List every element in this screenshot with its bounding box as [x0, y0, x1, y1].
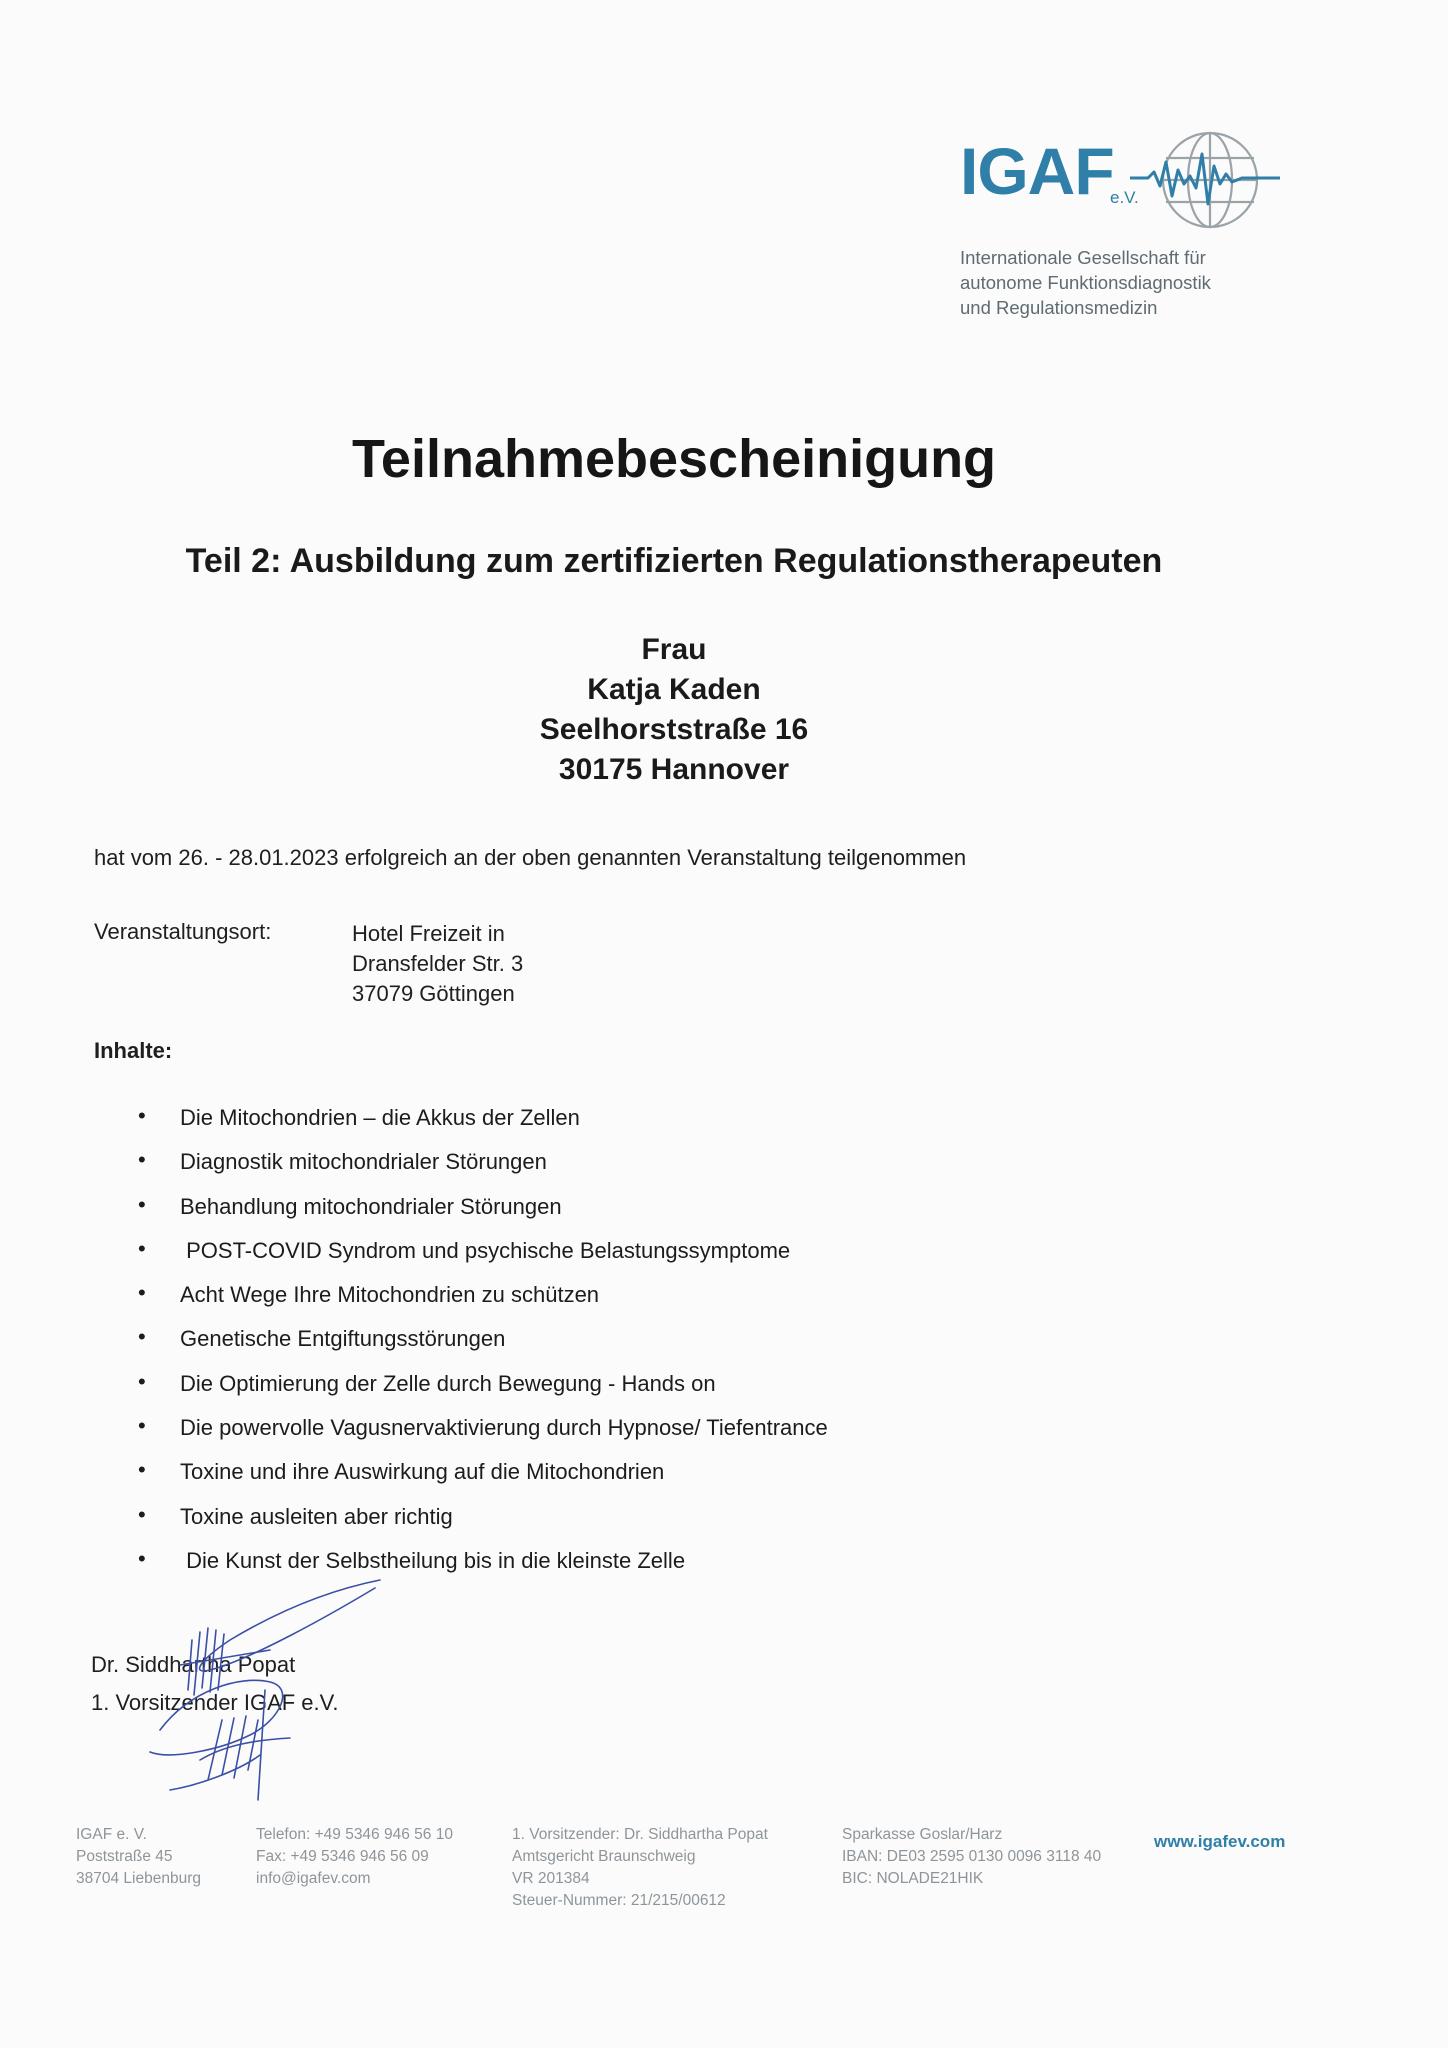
venue-address	[352, 919, 523, 1009]
topic-list	[138, 1103, 828, 1590]
footer-email[interactable]: info@igafev.com	[256, 1870, 371, 1887]
bullet-icon: •	[138, 1501, 146, 1527]
document-subtitle: Teil 2: Ausbildung zum zertifizierten Regulationstherapeuten	[185, 542, 1163, 580]
footer-address	[76, 1824, 201, 1890]
list-item	[138, 1502, 828, 1546]
venue-line: 37079 Göttingen	[352, 981, 515, 1006]
footer-line: Poststraße 45	[76, 1848, 173, 1865]
footer-line: VR 201384	[512, 1870, 590, 1887]
bullet-icon: •	[138, 1280, 146, 1306]
signatory-role: 1. Vorsitzender IGAF e.V.	[91, 1690, 339, 1715]
list-item	[138, 1236, 828, 1280]
handwritten-signature	[130, 1570, 390, 1820]
bullet-icon: •	[138, 1103, 146, 1128]
logo-tagline-line: autonome Funktionsdiagnostik	[960, 272, 1211, 293]
topic-text: Behandlung mitochondrialer Störungen	[180, 1193, 562, 1219]
topic-text: Genetische Entgiftungsstörungen	[180, 1326, 506, 1352]
footer-line: IGAF e. V.	[76, 1826, 147, 1843]
footer-line: Telefon: +49 5346 946 56 10	[256, 1826, 453, 1843]
list-item	[138, 1280, 828, 1324]
list-item	[138, 1192, 828, 1236]
recipient-street: Seelhorststraße 16	[539, 713, 809, 746]
logo-tagline-line: Internationale Gesellschaft für	[960, 247, 1206, 268]
topic-text: Toxine ausleiten aber richtig	[180, 1503, 453, 1529]
topic-text: Die Kunst der Selbstheilung bis in die kleinste Zelle	[180, 1547, 686, 1573]
signatory-name: Dr. Siddhartha Popat	[91, 1652, 296, 1677]
website-link[interactable]: www.igafev.com	[1154, 1832, 1286, 1851]
list-item	[138, 1324, 828, 1368]
footer-line: Sparkasse Goslar/Harz	[842, 1826, 1003, 1843]
footer-line: 1. Vorsitzender: Dr. Siddhartha Popat	[512, 1826, 768, 1843]
venue-line: Dransfelder Str. 3	[352, 951, 524, 976]
topic-text: Toxine und ihre Auswirkung auf die Mitochondrien	[180, 1459, 665, 1485]
footer-bank	[842, 1824, 1101, 1890]
footer-line: Fax: +49 5346 946 56 09	[256, 1848, 429, 1865]
bullet-icon: •	[138, 1457, 146, 1483]
footer-line: Amtsgericht Braunschweig	[512, 1848, 696, 1865]
footer-line: IBAN: DE03 2595 0130 0096 3118 40	[842, 1848, 1102, 1865]
list-item	[138, 1413, 828, 1457]
recipient-city: 30175 Hannover	[558, 753, 790, 786]
footer-line: BIC: NOLADE21HIK	[842, 1870, 984, 1887]
venue-label: Veranstaltungsort:	[94, 919, 272, 944]
topic-text: Diagnostik mitochondrialer Störungen	[180, 1149, 547, 1175]
contents-heading: Inhalte:	[94, 1038, 173, 1063]
list-item	[138, 1103, 828, 1147]
logo-suffix: e.V.	[1110, 188, 1139, 207]
recipient-block	[0, 630, 1348, 790]
footer-line: 38704 Liebenburg	[76, 1870, 201, 1887]
venue-line: Hotel Freizeit in	[352, 921, 505, 946]
list-item	[138, 1147, 828, 1191]
topic-text: Die Optimierung der Zelle durch Bewegung - Hands on	[180, 1370, 716, 1396]
bullet-icon: •	[138, 1324, 146, 1350]
list-item	[138, 1457, 828, 1501]
bullet-icon: •	[138, 1368, 146, 1394]
participation-statement: hat vom 26. - 28.01.2023 erfolgreich an der oben genannten Veranstaltung teilgenommen	[94, 845, 967, 870]
globe-pulse-icon	[1130, 126, 1280, 234]
logo-tagline-line: und Regulationsmedizin	[960, 297, 1158, 318]
bullet-icon: •	[138, 1191, 146, 1217]
footer-line: Steuer-Nummer: 21/215/00612	[512, 1892, 726, 1909]
logo-tagline	[960, 245, 1211, 320]
topic-text: Die powervolle Vagusnervaktivierung durch Hypnose/ Tiefentrance	[180, 1415, 828, 1441]
topic-text: POST-COVID Syndrom und psychische Belastungssymptome	[180, 1237, 791, 1263]
bullet-icon: •	[138, 1147, 146, 1173]
topic-text: Die Mitochondrien – die Akkus der Zellen	[180, 1105, 580, 1130]
topic-text: Acht Wege Ihre Mitochondrien zu schützen	[180, 1282, 600, 1308]
logo-wordmark: IGAF	[960, 134, 1114, 208]
bullet-icon: •	[138, 1235, 146, 1261]
footer-contact	[256, 1824, 453, 1890]
list-item	[138, 1369, 828, 1413]
document-title: Teilnahmebescheinigung	[351, 429, 997, 489]
recipient-salutation: Frau	[641, 633, 707, 666]
recipient-name: Katja Kaden	[587, 673, 761, 706]
bullet-icon: •	[138, 1413, 146, 1439]
footer-registry	[512, 1824, 768, 1912]
bullet-icon: •	[138, 1545, 146, 1571]
